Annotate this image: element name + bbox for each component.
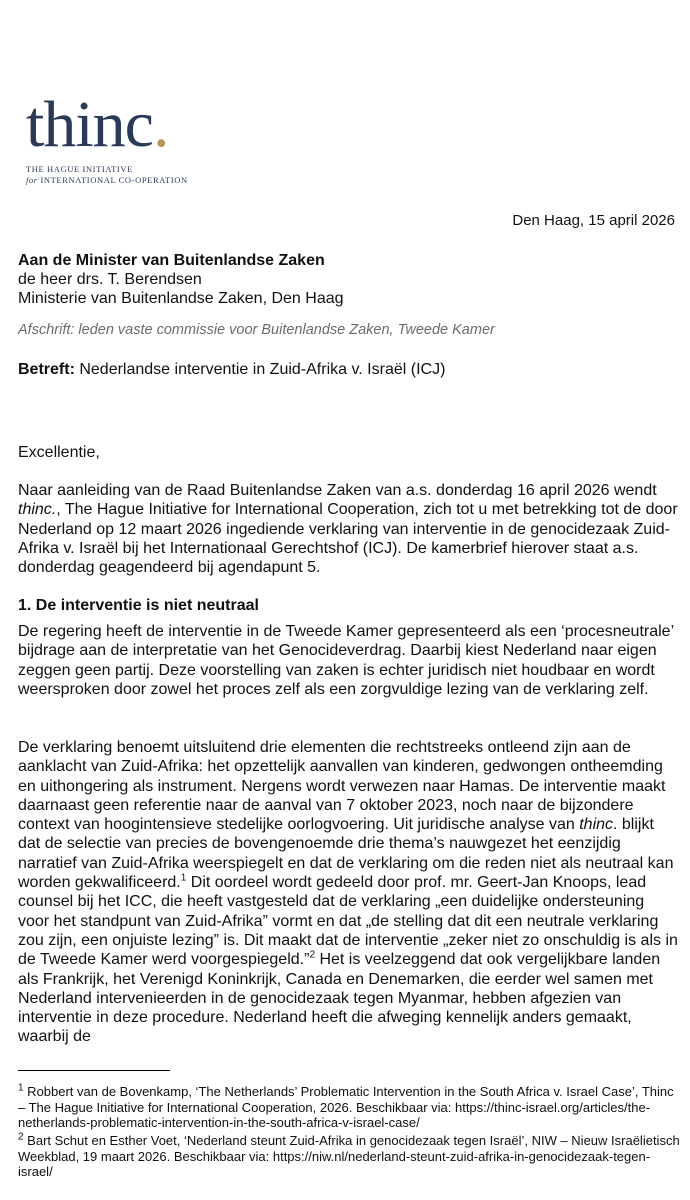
section-heading-1: 1. De interventie is niet neutraal <box>18 597 259 614</box>
para3-text-d: Dit oordeel wordt gedeeld door prof. mr. Geert-Jan Knoops, lead counsel bij het ICC, die heeft vastgesteld dat de verklaring „een duidelijke ondersteuning voor het standpunt van Zuid-Afrika” vormt en dat „de stelling dat dit een neutrale verklaring zou zijn, een onjuiste lezing” is. Dit maakt dat de interventie „zeker niet zo onschuldig is als in de Tweede Kamer werd voorgespiegeld.” <box>18 874 678 969</box>
recipient-org: Ministerie van Buitenlandse Zaken, Den Haag <box>18 290 344 307</box>
para3-text-e: Het is veelzeggend dat ook vergelijkbare landen als Frankrijk, het Verenigd Koninkrijk, Canada en Denemarken, die eerder wel samen met Nederland intervenieerden in de genocidezaak tegen Myanmar, hebben afgezien van interventie in deze procedure. Nederland heeft die afweging kennelijk anders gemaakt, waarbij de <box>18 951 661 1046</box>
copy-line: Afschrift: leden vaste commissie voor Buitenlandse Zaken, Tweede Kamer <box>18 322 495 338</box>
para3-text-a: De verklaring benoemt uitsluitend drie elementen die rechtstreeks ontleend zijn aan de aanklacht van Zuid-Afrika: het opzettelijk aanvallen van kinderen, gedwongen ontheemding en uithongering als instrument. Nergens wordt verwezen naar Hamas. De interventie maakt daarnaast geen referentie naar de aanval van 7 oktober 2023, noch naar de bijzondere context van hoogintensieve stedelijke oorlogvoering. Uit juridische analyse van <box>18 739 666 834</box>
logo-word-text: thinc <box>26 88 153 161</box>
logo-subtitle-for: for <box>26 175 38 185</box>
para1-text-a: Naar aanleiding van de Raad Buitenlandse Zaken van a.s. donderdag 16 april 2026 wendt <box>18 482 657 499</box>
para1-text-c: , The Hague Initiative for International Cooperation, zich tot u met betrekking tot de door Nederland op 12 maart 2026 ingediende verklaring van interventie in de genocidezaak Zuid-Afrika v. Israël bij het Internationaal Gerechtshof (ICJ). De kamerbrief hierover staat a.s. donderdag geagendeerd bij agendapunt 5. <box>18 501 678 577</box>
thinc-logo <box>26 88 188 186</box>
logo-subtitle-line1: THE HAGUE INITIATIVE <box>26 164 133 174</box>
footnote-2-number: 2 <box>18 1131 24 1143</box>
logo-subtitle-line2 <box>26 175 188 186</box>
footnote-divider <box>18 1070 170 1071</box>
footnote-2-text: Bart Schut en Esther Voet, ‘Nederland steunt Zuid-Afrika in genocidezaak tegen Israël’, NIW – Nieuw Israëlietisch Weekblad, 19 maart 2026. Beschikbaar via: https://niw.nl/nederland-steunt-zuid-afrika-in-genocidezaak-tegen-israel/ <box>18 1133 680 1179</box>
para3-text-c: . blijkt dat de selectie van precies de bovengenoemde drie thema’s nauwgezet het eenzijdig narratief van Zuid-Afrika weerspiegelt en dat de verklaring om die reden niet als neutraal kan worden gekwalificeerd. <box>18 816 674 892</box>
paragraph-2: De regering heeft de interventie in de Tweede Kamer gepresenteerd als een ‘procesneutrale’ bijdrage aan de interpretatie van het Genocideverdrag. Daarbij kiest Nederland naar eigen zeggen geen partij. Deze voorstelling van zaken is echter juridisch niet houdbaar en wordt weersproken door zowel het proces zelf als een zorgvuldige lezing van de verklaring zelf. <box>18 623 674 698</box>
footnote-1-number: 1 <box>18 1082 24 1094</box>
footnote-2 <box>18 1133 680 1180</box>
paragraph-intro <box>18 481 678 577</box>
paragraph-3 <box>18 738 678 1047</box>
recipient-block <box>18 251 344 308</box>
recipient-title: Aan de Minister van Buitenlandse Zaken <box>18 252 325 269</box>
footnote-1-text: Robbert van de Bovenkamp, ‘The Netherlands’ Problematic Intervention in the South Africa v. Israel Case’, Thinc – The Hague Initiative for International Cooperation, 2026. Beschikbaar via: https://thinc-israel.org/articles/the-netherlands-problematic-intervention-in-the-south-africa-v-israel-case/ <box>18 1084 674 1130</box>
logo-dot: . <box>152 88 169 161</box>
logo-subtitle-line2-text: INTERNATIONAL CO-OPERATION <box>37 175 188 185</box>
subject-label: Betreft: <box>18 361 75 378</box>
para1-thinc: thinc. <box>18 501 57 519</box>
recipient-name: de heer drs. T. Berendsen <box>18 271 202 288</box>
logo-subtitle <box>26 164 188 186</box>
letter-date: Den Haag, 15 april 2026 <box>512 212 675 229</box>
subject-text: Nederlandse interventie in Zuid-Afrika v. Israël (ICJ) <box>74 361 446 378</box>
logo-wordmark <box>26 88 188 161</box>
footnote-1 <box>18 1084 680 1131</box>
footnote-ref-2[interactable]: 2 <box>309 949 315 961</box>
subject-line <box>18 361 445 379</box>
salutation: Excellentie, <box>18 444 100 461</box>
para3-thinc: thinc <box>579 816 614 834</box>
footnote-ref-1[interactable]: 1 <box>180 872 187 884</box>
